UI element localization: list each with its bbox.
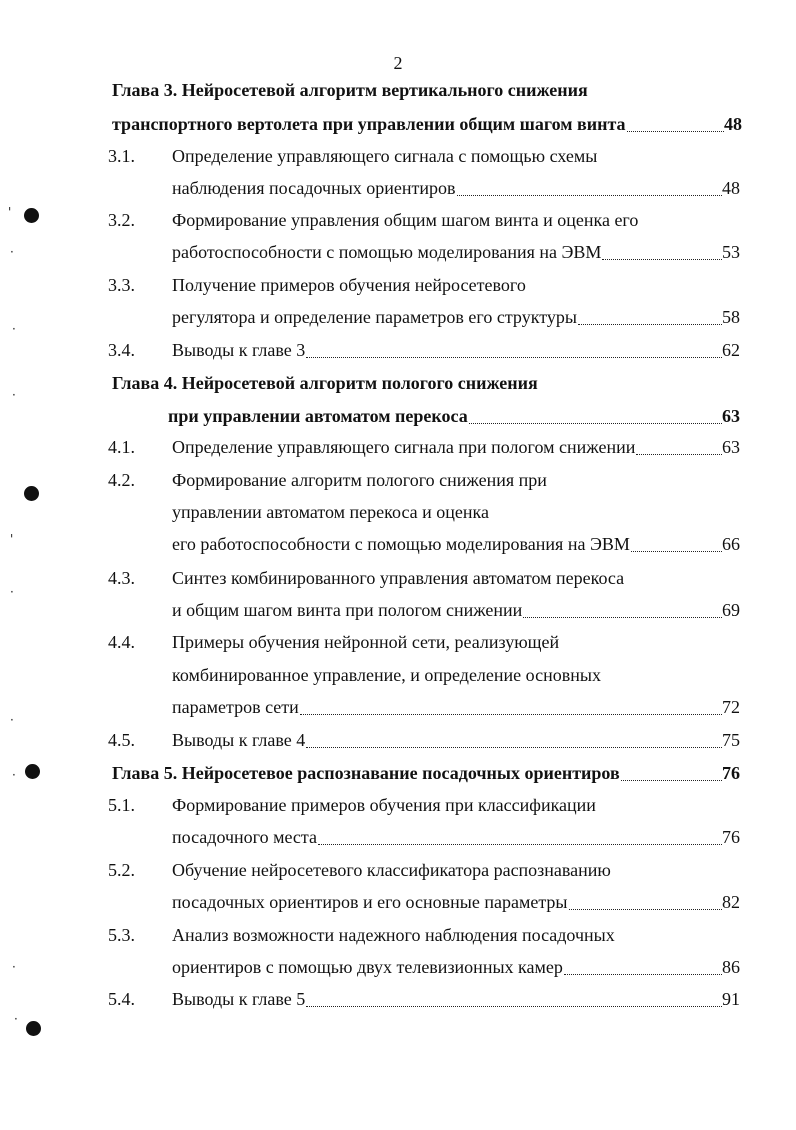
section-number: 3.3. [108, 275, 135, 295]
page-ref: 86 [722, 957, 740, 977]
scan-speck: · [12, 768, 16, 782]
page-ref: 66 [722, 534, 740, 554]
section-3-1-line1: Определение управляющего сигнала с помощью схемы [172, 146, 598, 166]
dot-leader [564, 973, 722, 975]
scan-speck: ' [8, 205, 12, 219]
page-ref: 48 [724, 114, 742, 134]
page-ref: 72 [722, 697, 740, 717]
page-ref: 62 [722, 340, 740, 360]
binding-hole-mark [24, 208, 39, 223]
scan-speck: · [12, 388, 16, 402]
dot-leader [621, 779, 722, 781]
section-number: 5.4. [108, 989, 135, 1009]
section-5-3-entry: ориентиров с помощью двух телевизионных камер 86 [172, 957, 740, 977]
section-number: 3.1. [108, 146, 135, 166]
scan-speck: · [10, 245, 14, 259]
page-ref: 69 [722, 600, 740, 620]
section-5-4-entry: Выводы к главе 5 91 [172, 989, 740, 1009]
page-ref: 91 [722, 989, 740, 1009]
dot-leader [631, 550, 722, 552]
page-ref: 53 [722, 242, 740, 262]
section-5-1-line1: Формирование примеров обучения при классификации [172, 795, 596, 815]
dot-leader [306, 1005, 722, 1007]
chapter-4-title-line1: Глава 4. Нейросетевой алгоритм пологого снижения [112, 373, 538, 393]
scan-speck: · [12, 322, 16, 336]
dot-leader [469, 422, 722, 424]
section-4-2-line2: управлении автоматом перекоса и оценка [172, 502, 489, 522]
section-number: 4.1. [108, 437, 135, 457]
page-ref: 76 [722, 763, 740, 783]
binding-hole-mark [24, 486, 39, 501]
section-5-1-entry: посадочного места 76 [172, 827, 740, 847]
section-4-2-line1: Формирование алгоритм пологого снижения при [172, 470, 547, 490]
dot-leader [306, 356, 722, 358]
page-ref: 82 [722, 892, 740, 912]
section-5-2-line1: Обучение нейросетевого классификатора распознаванию [172, 860, 611, 880]
section-3-4-entry: Выводы к главе 3 62 [172, 340, 740, 360]
section-number: 4.2. [108, 470, 135, 490]
section-number: 5.3. [108, 925, 135, 945]
section-4-3-line1: Синтез комбинированного управления автоматом перекоса [172, 568, 625, 588]
dot-leader [457, 194, 722, 196]
dot-leader [636, 453, 722, 455]
scan-speck: · [10, 585, 14, 599]
section-4-1-entry: Определение управляющего сигнала при пологом снижении 63 [172, 437, 740, 457]
chapter-5-title: Глава 5. Нейросетевое распознавание посадочных ориентиров [112, 763, 620, 783]
section-number: 4.5. [108, 730, 135, 750]
chapter-3-title-line2: транспортного вертолета при управлении общим шагом винта [112, 114, 626, 134]
chapter-4-entry [168, 404, 740, 428]
chapter-3-title-line1: Глава 3. Нейросетевой алгоритм вертикального снижения [112, 80, 588, 100]
binding-hole-mark [25, 764, 40, 779]
section-number: 3.4. [108, 340, 135, 360]
section-4-4-entry: параметров сети 72 [172, 697, 740, 717]
chapter-5-entry [112, 761, 740, 785]
section-3-3-line1: Получение примеров обучения нейросетевого [172, 275, 526, 295]
chapter-3-entry [112, 112, 742, 136]
scan-speck: · [14, 1012, 18, 1026]
page-number: 2 [393, 53, 403, 73]
section-3-2-entry: работоспособности с помощью моделирования на ЭВМ 53 [172, 242, 740, 262]
page-ref: 76 [722, 827, 740, 847]
section-number: 4.4. [108, 632, 135, 652]
page-ref: 48 [722, 178, 740, 198]
binding-hole-mark [26, 1021, 41, 1036]
dot-leader [627, 130, 724, 132]
page-ref: 63 [722, 406, 740, 426]
section-number: 5.1. [108, 795, 135, 815]
dot-leader [306, 746, 722, 748]
section-number: 3.2. [108, 210, 135, 230]
dot-leader [523, 616, 722, 618]
page-ref: 75 [722, 730, 740, 750]
page-ref: 58 [722, 307, 740, 327]
scan-speck: · [10, 713, 14, 727]
scan-speck: · [12, 960, 16, 974]
dot-leader [578, 323, 722, 325]
dot-leader [318, 843, 722, 845]
chapter-4-title-line2: при управлении автоматом перекоса [168, 406, 468, 426]
page-ref: 63 [722, 437, 740, 457]
section-4-4-line2: комбинированное управление, и определение основных [172, 665, 601, 685]
dot-leader [300, 713, 722, 715]
section-4-4-line1: Примеры обучения нейронной сети, реализующей [172, 632, 560, 652]
section-3-2-line1: Формирование управления общим шагом винта и оценка его [172, 210, 639, 230]
section-number: 5.2. [108, 860, 135, 880]
dot-leader [602, 258, 722, 260]
dot-leader [569, 908, 722, 910]
section-3-1-entry: наблюдения посадочных ориентиров 48 [172, 178, 740, 198]
section-4-2-entry: его работоспособности с помощью моделирования на ЭВМ 66 [172, 534, 740, 554]
section-5-3-line1: Анализ возможности надежного наблюдения посадочных [172, 925, 615, 945]
section-number: 4.3. [108, 568, 135, 588]
section-3-3-entry: регулятора и определение параметров его структуры 58 [172, 307, 740, 327]
section-4-5-entry: Выводы к главе 4 75 [172, 730, 740, 750]
scan-speck: ' [10, 532, 14, 546]
section-4-3-entry: и общим шагом винта при пологом снижении 69 [172, 600, 740, 620]
section-5-2-entry: посадочных ориентиров и его основные параметры 82 [172, 892, 740, 912]
